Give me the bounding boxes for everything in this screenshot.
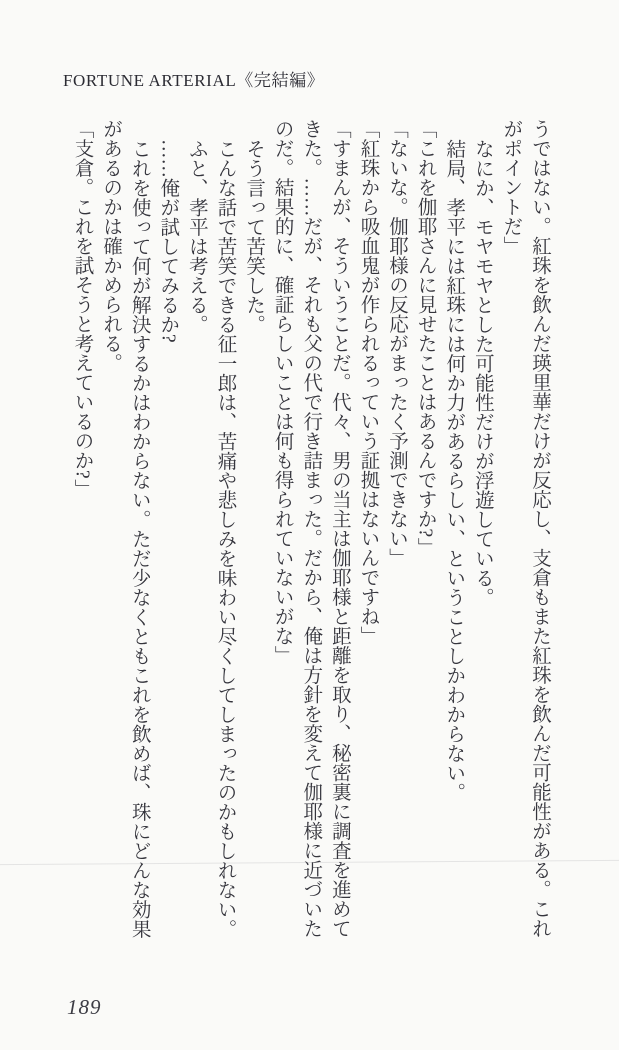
body-text — [67, 119, 553, 941]
text-line: きた。……だが、それも父の代で行き詰まった。だから、俺は方針を変えて伽耶様に近づいた — [300, 119, 322, 938]
text-line: 「ないな。伽耶様の反応がまったく予測できない」 — [386, 119, 408, 568]
text-line: ……俺が試してみるか? — [157, 138, 179, 343]
text-line: 「これを伽耶さんに見せたことはあるんですか?」 — [414, 119, 436, 557]
page-number: 189 — [67, 995, 102, 1019]
running-head: FORTUNE ARTERIAL《完結編》 — [63, 71, 325, 90]
text-line: 「すまんが、そういうことだ。代々、男の当主は伽耶様と距離を取り、秘密裏に調査を進めて — [328, 119, 350, 938]
text-line: これを使って何が解決するかはわからない。ただ少なくともこれを飲めば、珠にどんな効果 — [128, 138, 150, 938]
text-line: ふと、孝平は考える。 — [185, 138, 207, 334]
text-line: 「支倉。これを試そうと考えているのか?」 — [71, 119, 93, 499]
text-line: があるのかは確かめられる。 — [100, 119, 122, 373]
text-line: そう言って苦笑した。 — [243, 138, 265, 334]
text-line: のだ。結果的に、確証らしいことは何も得られていないがな」 — [271, 119, 293, 665]
text-line: こんな話で苦笑できる征一郎は、苦痛や悲しみを味わい尽くしてしまったのかもしれない。 — [214, 138, 236, 938]
text-line: がポイントだ」 — [500, 119, 522, 256]
text-line: うではない。紅珠を飲んだ瑛里華だけが反応し、支倉もまた紅珠を飲んだ可能性がある。これ — [529, 119, 550, 938]
text-line: 「紅珠から吸血鬼が作られるっていう証拠はないんですね」 — [357, 119, 379, 646]
text-line: なにか、モヤモヤとした可能性だけが浮遊している。 — [471, 138, 493, 607]
text-line: 結局、孝平には紅珠には何か力があるらしい、ということしかわからない。 — [443, 138, 465, 802]
